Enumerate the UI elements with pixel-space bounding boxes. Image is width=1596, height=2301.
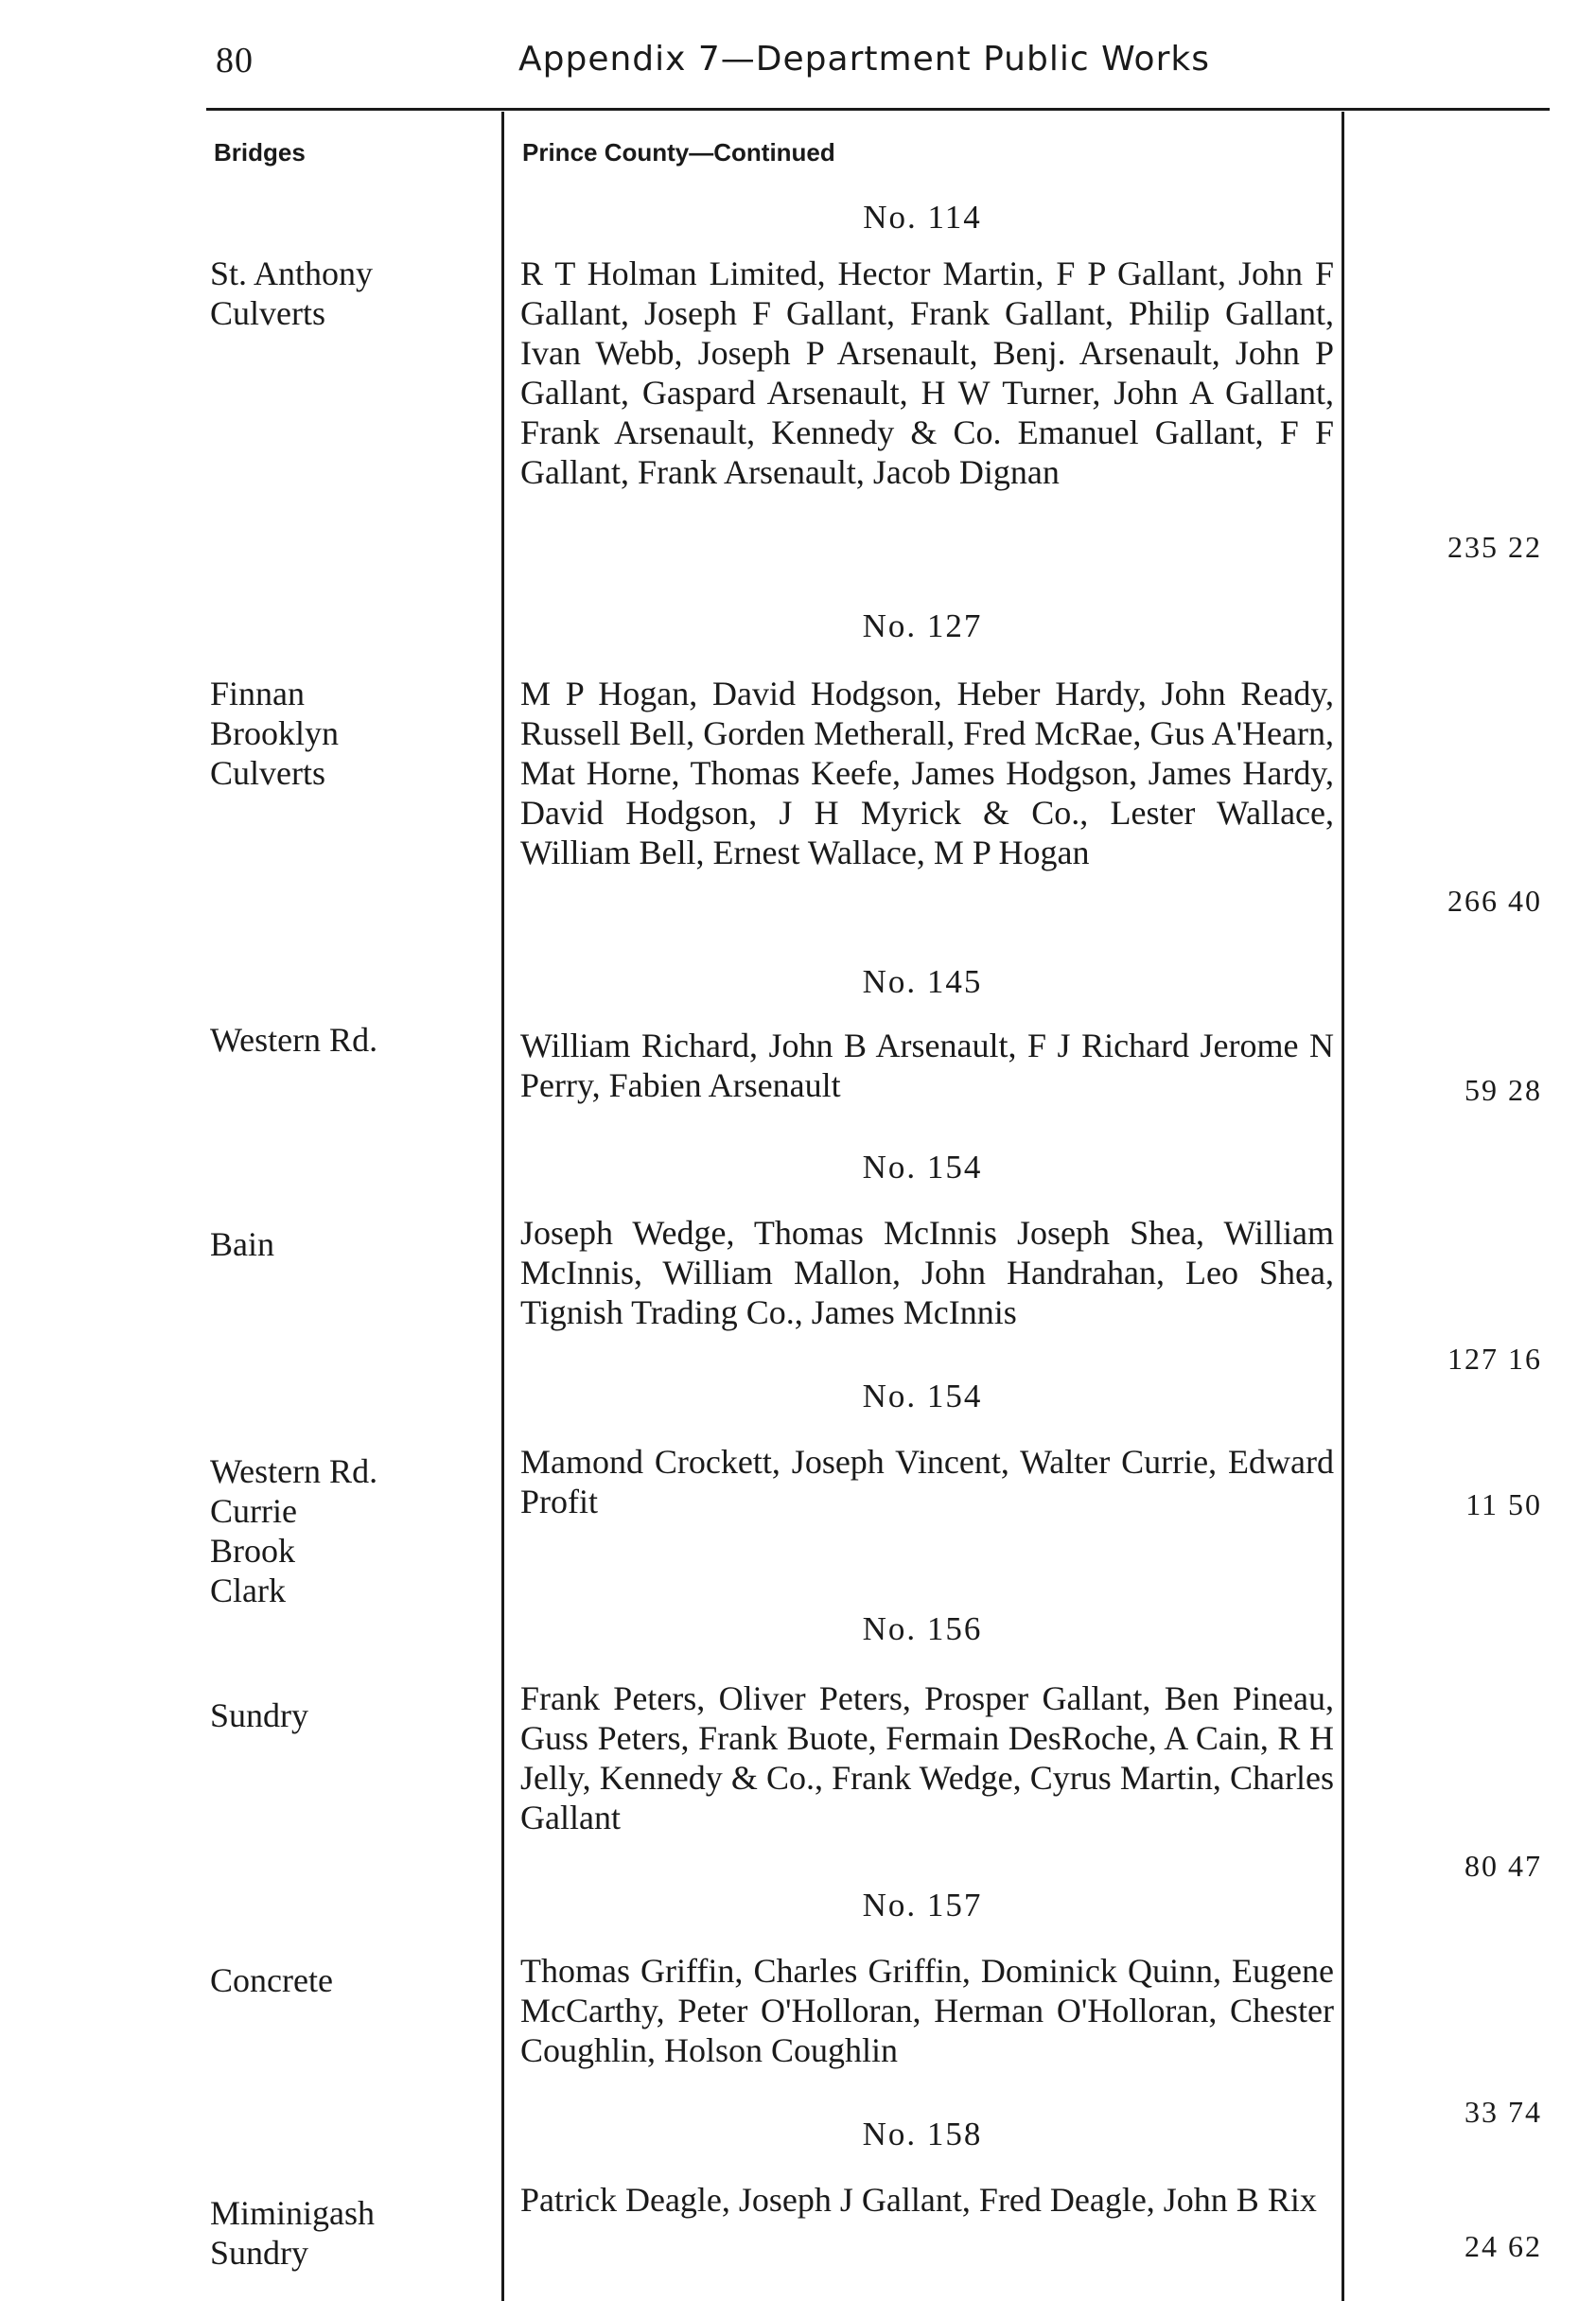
bridge-name: Sundry [210,1696,309,1734]
amount: 235 22 [1447,530,1542,564]
entry-number: No. 114 [863,199,982,236]
amount: 33 74 [1464,2095,1542,2129]
amount: 80 47 [1464,1849,1542,1883]
bridge-name: Finnan Brooklyn Culverts [210,675,340,792]
bridge-name: Miminigash Sundry [210,2194,376,2272]
payee-names: R T Holman Limited, Hector Martin, F P Gallant, John F Gallant, Joseph F Gallant, Frank Gallant, Philip Gallant, Ivan Webb, Joseph P Arsenault, Benj. Arsenault, John P Gallant, Gaspard Arsenault, H W Turner, John A Gallant, Frank Arsenault, Kennedy & Co. Emanuel Gallant, F F Gallant, Frank Arsenault, Jacob Dignan [520,255,1334,491]
payee-names: Thomas Griffin, Charles Griffin, Dominick Quinn, Eugene McCarthy, Peter O'Holloran, Herman O'Holloran, Chester Coughlin, Holson Coughlin [520,1952,1334,2069]
entry-number: No. 157 [862,1887,983,1923]
entry-number: No. 156 [862,1610,983,1647]
entry-number: No. 145 [862,963,983,1000]
column-divider-right [1342,112,1344,2301]
amount: 11 50 [1465,1487,1542,1521]
payee-names: Patrick Deagle, Joseph J Gallant, Fred Deagle, John B Rix [520,2181,1317,2219]
bridge-name: Concrete [210,1961,333,1999]
payee-names: Mamond Crockett, Joseph Vincent, Walter Currie, Edward Profit [520,1443,1334,1520]
payee-names: Frank Peters, Oliver Peters, Prosper Gallant, Ben Pineau, Guss Peters, Frank Buote, Fermain DesRoche, A Cain, R H Jelly, Kennedy & Co., Frank Wedge, Cyrus Martin, Charles Gallant [520,1679,1334,1836]
payee-names: Joseph Wedge, Thomas McInnis Joseph Shea, William McInnis, William Mallon, John Handrahan, Leo Shea, Tignish Trading Co., James McInnis [520,1214,1334,1331]
bridge-name: St. Anthony Culverts [210,255,374,332]
payee-names: William Richard, John B Arsenault, F J Richard Jerome N Perry, Fabien Arsenault [520,1027,1334,1104]
entry-number: No. 154 [862,1149,983,1186]
entry-number: No. 154 [862,1378,983,1414]
entry-number: No. 158 [862,2116,983,2152]
bridge-name: Bain [210,1225,274,1263]
bridge-name: Western Rd. Currie Brook Clark [210,1452,378,1609]
page-title: Appendix 7—Department Public Works [518,40,1210,79]
bridges-column-heading: Bridges [214,138,306,167]
amount: 127 16 [1447,1342,1542,1376]
bridge-name: Western Rd. [210,1021,378,1059]
amount: 266 40 [1447,884,1542,918]
entry-number: No. 127 [862,607,983,644]
county-column-heading: Prince County—Continued [522,138,835,167]
top-rule [206,108,1550,111]
column-divider-left [501,112,504,2301]
payee-names: M P Hogan, David Hodgson, Heber Hardy, John Ready, Russell Bell, Gorden Metherall, Fred McRae, Gus A'Hearn, Mat Horne, Thomas Keefe, James Hodgson, James Hardy, David Hodgson, J H Myrick & Co., Lester Wallace, William Bell, Ernest Wallace, M P Hogan [520,675,1334,871]
page-number: 80 [216,41,254,80]
amount: 24 62 [1464,2229,1542,2263]
amount: 59 28 [1464,1073,1542,1107]
